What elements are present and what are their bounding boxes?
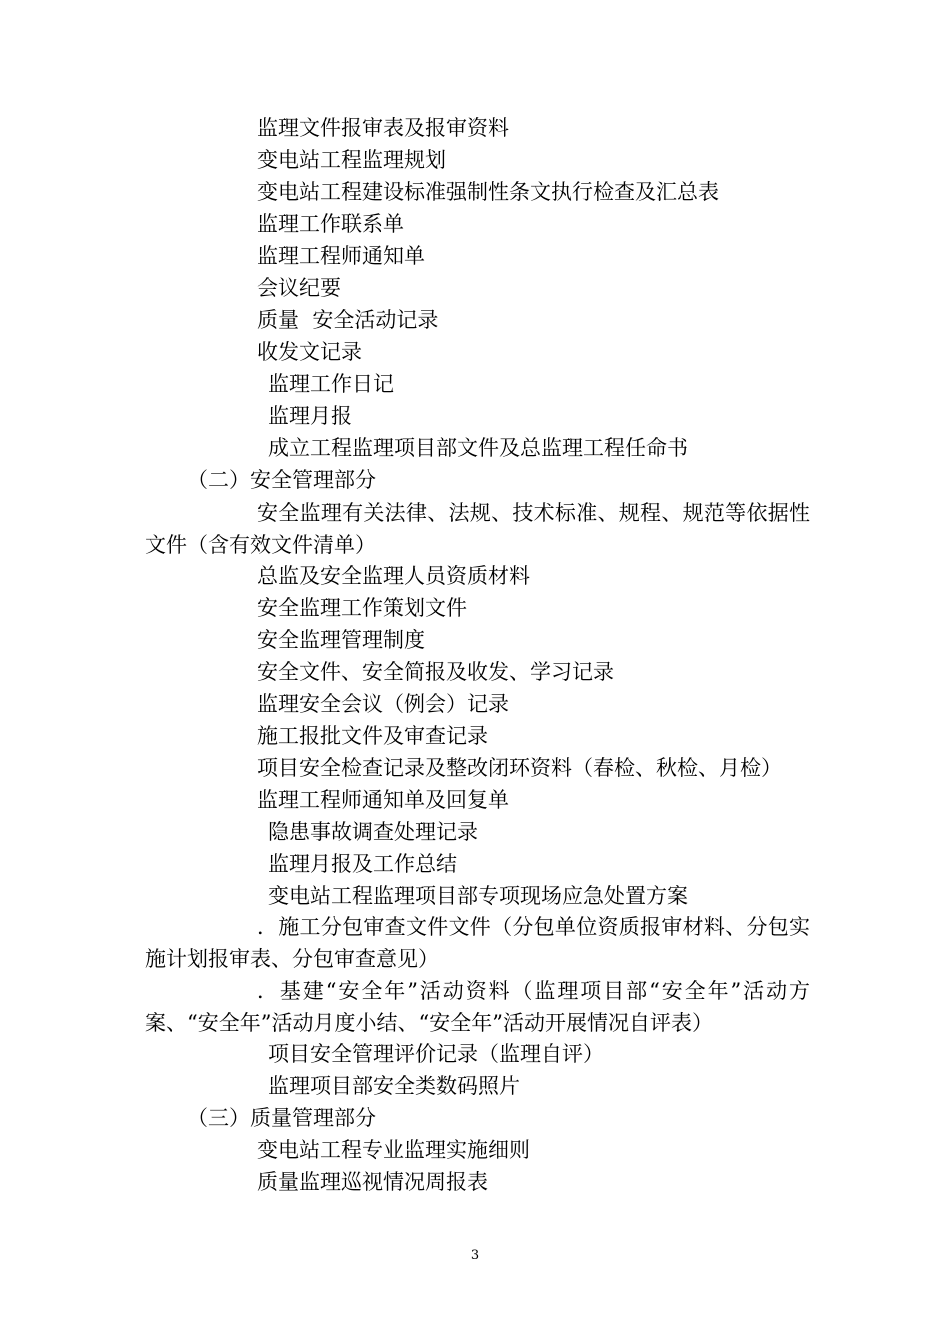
list-item: 安全监理工作策划文件 <box>257 596 467 620</box>
list-item: 监理工作联系单 <box>257 212 404 236</box>
page-number: 3 <box>470 1248 480 1263</box>
list-item: 变电站工程监理项目部专项现场应急处置方案 <box>268 884 688 908</box>
list-item: 施工报批文件及审查记录 <box>257 724 488 748</box>
list-item-laws: 安全监理有关法律、法规、技术标准、规程、规范等依据性文件（含有效文件清单） <box>145 501 810 557</box>
list-item: 收发文记录 <box>257 340 362 364</box>
section-heading-quality: （三）质量管理部分 <box>187 1106 376 1130</box>
list-item: 监理文件报审表及报审资料 <box>257 116 509 140</box>
list-item: 监理安全会议（例会）记录 <box>257 692 509 716</box>
list-item: 监理工程师通知单及回复单 <box>257 788 509 812</box>
list-item: 项目安全检查记录及整改闭环资料（春检、秋检、月检） <box>257 756 782 780</box>
list-item: 变电站工程建设标准强制性条文执行检查及汇总表 <box>257 180 719 204</box>
list-item: 监理项目部安全类数码照片 <box>268 1074 520 1098</box>
list-item: 隐患事故调查处理记录 <box>268 820 478 844</box>
section-heading-safety: （二）安全管理部分 <box>187 468 376 492</box>
list-item: 安全文件、安全简报及收发、学习记录 <box>257 660 614 684</box>
list-item-subcontract: ．施工分包审查文件文件（分包单位资质报审材料、分包实施计划报审表、分包审查意见） <box>145 915 810 971</box>
list-item: 会议纪要 <box>257 276 341 300</box>
list-item: 质量监理巡视情况周报表 <box>257 1170 488 1194</box>
list-item: 变电站工程专业监理实施细则 <box>257 1138 530 1162</box>
list-item: 项目安全管理评价记录（监理自评） <box>268 1042 604 1066</box>
list-item: 安全监理管理制度 <box>257 628 425 652</box>
list-item: 总监及安全监理人员资质材料 <box>257 564 530 588</box>
list-item-safety-year: ．基建“安全年”活动资料（监理项目部“安全年”活动方案、“安全年”活动月度小结、“安全年”活动开展情况自评表） <box>145 979 810 1035</box>
list-item: 质量 安全活动记录 <box>257 308 439 332</box>
list-item: 监理工程师通知单 <box>257 244 425 268</box>
list-item: 监理月报 <box>268 404 352 428</box>
list-item: 监理月报及工作总结 <box>268 852 457 876</box>
list-item: 监理工作日记 <box>268 372 394 396</box>
list-item: 变电站工程监理规划 <box>257 148 446 172</box>
list-item: 成立工程监理项目部文件及总监理工程任命书 <box>268 436 688 460</box>
